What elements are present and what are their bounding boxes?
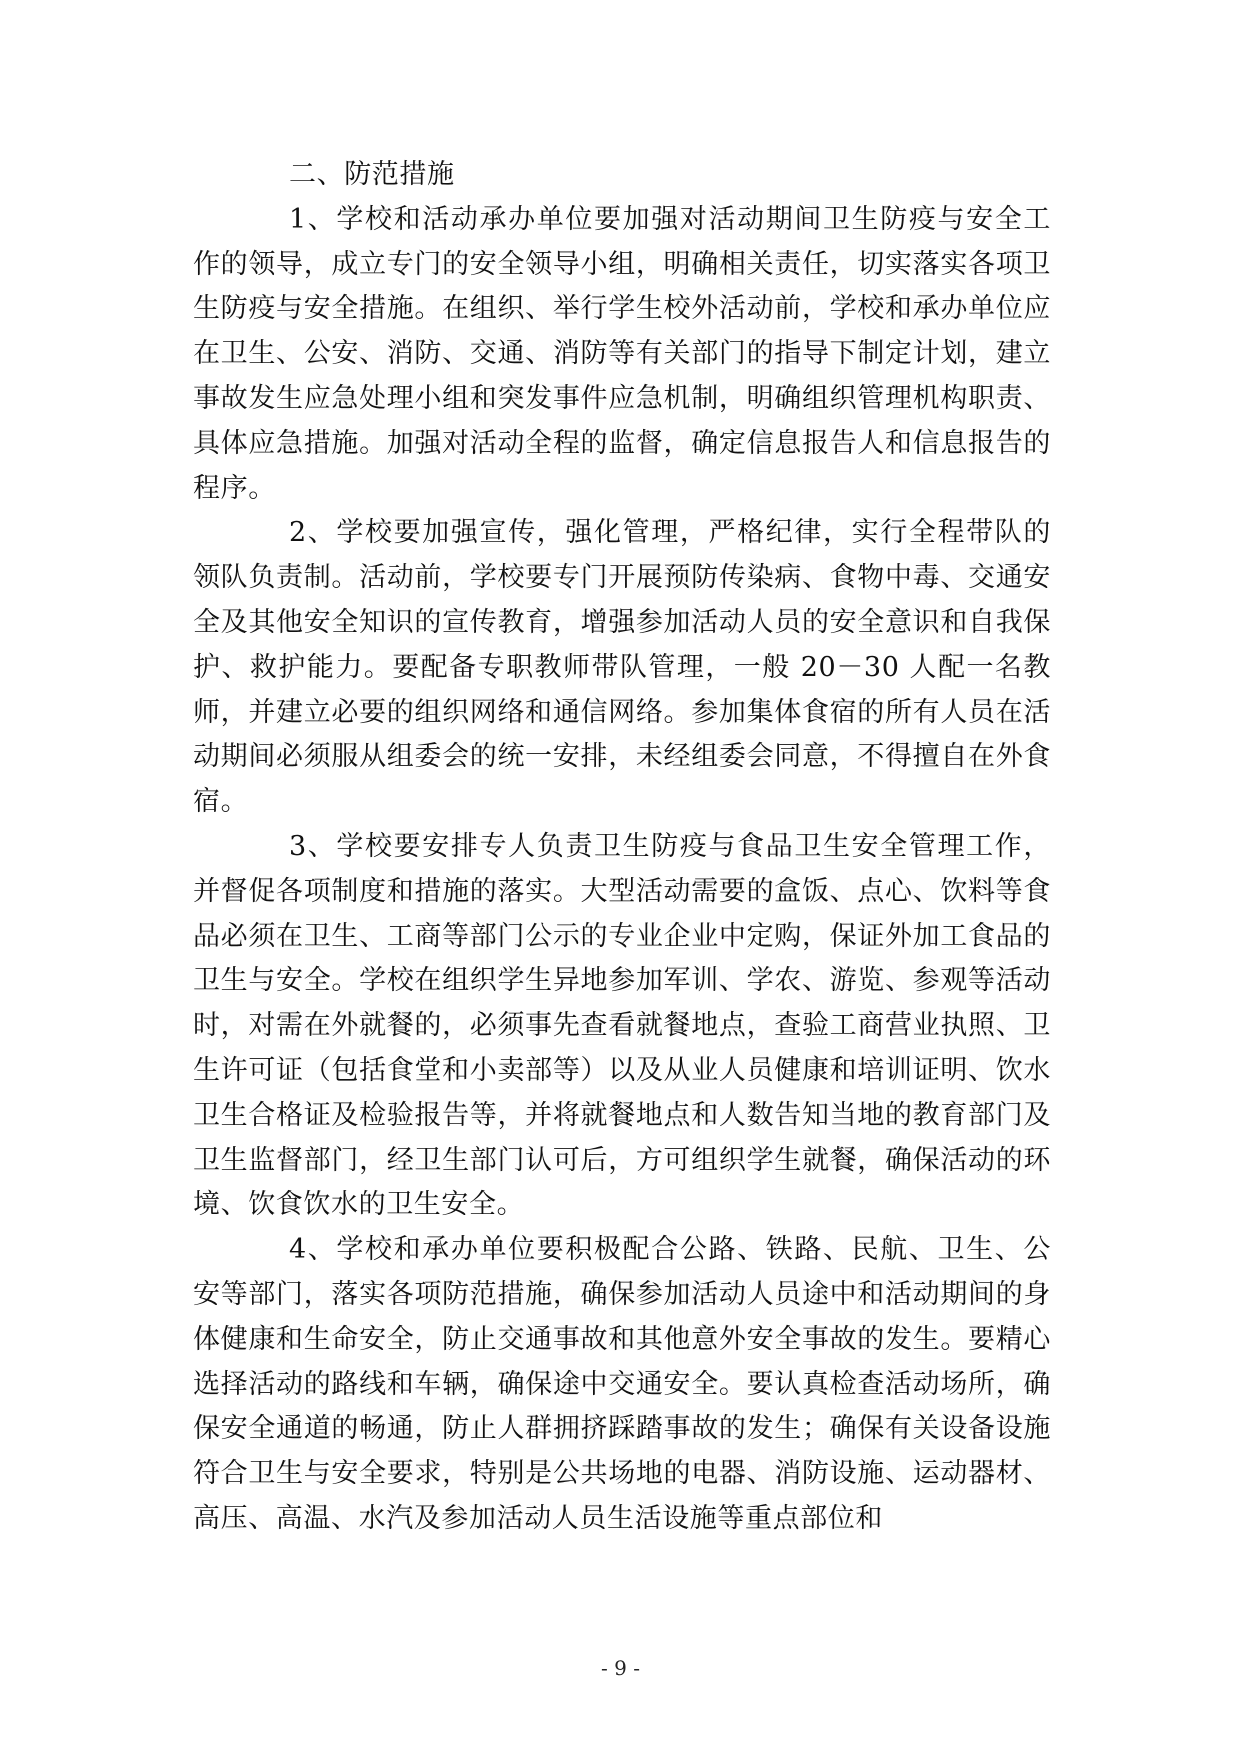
paragraph-2: 2、学校要加强宣传，强化管理，严格纪律，实行全程带队的领队负责制。活动前，学校要专门开展预防传染病、食物中毒、交通安全及其他安全知识的宣传教育，增强参加活动人员的安全意识和自我保护、救护能力。要配备专职教师带队管理，一般 20－30 人配一名教师，并建立必要的组织网络和通信网络。参加集体食宿的所有人员在活动期间必须服从组委会的统一安排，未经组委会同意，不得擅自在外食宿。 — [193, 517, 1051, 818]
paragraph-4: 4、学校和承办单位要积极配合公路、铁路、民航、卫生、公安等部门，落实各项防范措施，确保参加活动人员途中和活动期间的身体健康和生命安全，防止交通事故和其他意外安全事故的发生。要精心选择活动的路线和车辆，确保途中交通安全。要认真检查活动场所，确保安全通道的畅通，防止人群拥挤踩踏事故的发生；确保有关设备设施符合卫生与安全要求，特别是公共场地的电器、消防设施、运动器材、高压、高温、水汽及参加活动人员生活设施等重点部位和 — [193, 1234, 1051, 1534]
section-heading: 二、防范措施 — [289, 159, 455, 190]
page-number: - 9 - — [601, 1656, 640, 1680]
paragraph-3: 3、学校要安排专人负责卫生防疫与食品卫生安全管理工作，并督促各项制度和措施的落实。大型活动需要的盒饭、点心、饮料等食品必须在卫生、工商等部门公示的专业企业中定购，保证外加工食品的卫生与安全。学校在组织学生异地参加军训、学农、游览、参观等活动时，对需在外就餐的，必须事先查看就餐地点，查验工商营业执照、卫生许可证（包括食堂和小卖部等）以及从业人员健康和培训证明、饮水卫生合格证及检验报告等，并将就餐地点和人数告知当地的教育部门及卫生监督部门，经卫生部门认可后，方可组织学生就餐，确保活动的环境、饮食饮水的卫生安全。 — [193, 830, 1051, 1221]
document-body — [193, 153, 1051, 1542]
paragraph-1: 1、学校和活动承办单位要加强对活动期间卫生防疫与安全工作的领导，成立专门的安全领导小组，明确相关责任，切实落实各项卫生防疫与安全措施。在组织、举行学生校外活动前，学校和承办单位应在卫生、公安、消防、交通、消防等有关部门的指导下制定计划，建立事故发生应急处理小组和突发事件应急机制，明确组织管理机构职责、具体应急措施。加强对活动全程的监督，确定信息报告人和信息报告的程序。 — [193, 203, 1051, 504]
